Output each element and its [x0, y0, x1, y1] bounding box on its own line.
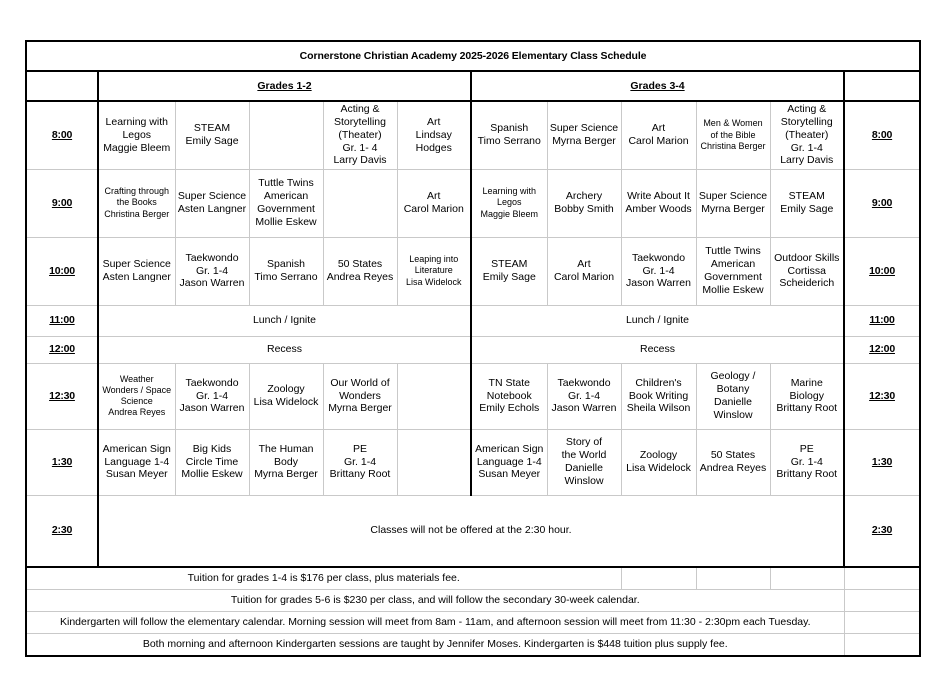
class-cell[interactable]: Super Science Asten Langner: [98, 237, 175, 305]
class-cell[interactable]: Art Lindsay Hodges: [397, 101, 471, 169]
note-filler: [844, 612, 920, 634]
class-cell[interactable]: Tuttle Twins American Government Mollie Eskew: [696, 237, 770, 305]
time-label-left-900: 9:00: [26, 169, 98, 237]
class-cell[interactable]: Weather Wonders / Space Science Andrea Reyes: [98, 363, 175, 429]
class-cell[interactable]: Acting & Storytelling (Theater) Gr. 1- 4 Larry Davis: [323, 101, 397, 169]
time-label-left-130: 1:30: [26, 429, 98, 495]
note-tuition-1-4: Tuition for grades 1-4 is $176 per class, plus materials fee.: [26, 567, 621, 590]
class-cell[interactable]: Zoology Lisa Widelock: [621, 429, 696, 495]
schedule-row-1230: [26, 363, 920, 429]
class-cell[interactable]: Super Science Myrna Berger: [696, 169, 770, 237]
note-filler: [844, 590, 920, 612]
schedule-row-1100: [26, 305, 920, 336]
note-kindergarten-teacher: Both morning and afternoon Kindergarten sessions are taught by Jennifer Moses. Kindergarten is $448 tuition plus supply fee.: [26, 634, 844, 657]
class-cell[interactable]: Taekwondo Gr. 1-4 Jason Warren: [175, 237, 249, 305]
schedule-row-1200: [26, 336, 920, 363]
class-cell[interactable]: Spanish Timo Serrano: [249, 237, 323, 305]
grades-3-4-header: Grades 3-4: [471, 71, 844, 101]
class-cell[interactable]: Crafting through the Books Christina Berger: [98, 169, 175, 237]
time-label-left-800: 8:00: [26, 101, 98, 169]
time-label-left-1000: 10:00: [26, 237, 98, 305]
lunch-block-right[interactable]: Lunch / Ignite: [471, 305, 844, 336]
note-row-3: [26, 612, 920, 634]
time-label-right-800: 8:00: [844, 101, 920, 169]
class-cell[interactable]: Our World of Wonders Myrna Berger: [323, 363, 397, 429]
time-label-left-1230: 12:30: [26, 363, 98, 429]
class-cell[interactable]: Art Carol Marion: [621, 101, 696, 169]
note-tuition-5-6: Tuition for grades 5-6 is $230 per class, and will follow the secondary 30-week calendar.: [26, 590, 844, 612]
time-label-right-1230: 12:30: [844, 363, 920, 429]
class-cell[interactable]: 50 States Andrea Reyes: [323, 237, 397, 305]
note-filler: [696, 567, 770, 590]
class-cell[interactable]: Super Science Myrna Berger: [547, 101, 621, 169]
class-cell[interactable]: STEAM Emily Sage: [471, 237, 547, 305]
class-cell[interactable]: Story of the World Danielle Winslow: [547, 429, 621, 495]
time-label-right-1000: 10:00: [844, 237, 920, 305]
time-label-right-130: 1:30: [844, 429, 920, 495]
note-row-2: [26, 590, 920, 612]
class-cell[interactable]: TN State Notebook Emily Echols: [471, 363, 547, 429]
note-filler: [844, 567, 920, 590]
class-cell[interactable]: Geology / Botany Danielle Winslow: [696, 363, 770, 429]
schedule-row-230: [26, 495, 920, 567]
class-cell[interactable]: Children's Book Writing Sheila Wilson: [621, 363, 696, 429]
note-filler: [844, 634, 920, 657]
class-cell[interactable]: [249, 101, 323, 169]
class-schedule-table: [25, 40, 921, 657]
schedule-row-1000: [26, 237, 920, 305]
class-cell[interactable]: [397, 429, 471, 495]
class-cell[interactable]: Art Carol Marion: [397, 169, 471, 237]
class-cell[interactable]: American Sign Language 1-4 Susan Meyer: [98, 429, 175, 495]
class-cell[interactable]: PE Gr. 1-4 Brittany Root: [770, 429, 844, 495]
class-cell[interactable]: Spanish Timo Serrano: [471, 101, 547, 169]
page-title: Cornerstone Christian Academy 2025-2026 Elementary Class Schedule: [26, 41, 920, 71]
class-cell[interactable]: Super Science Asten Langner: [175, 169, 249, 237]
note-kindergarten-calendar: Kindergarten will follow the elementary calendar. Morning session will meet from 8am - 11am, and afternoon session will meet from 11:30 - 2:30pm each Tuesday.: [26, 612, 844, 634]
schedule-row-800: [26, 101, 920, 169]
class-cell[interactable]: STEAM Emily Sage: [770, 169, 844, 237]
header-corner-right: [844, 71, 920, 101]
class-cell[interactable]: Art Carol Marion: [547, 237, 621, 305]
recess-block-left[interactable]: Recess: [98, 336, 471, 363]
recess-block-right[interactable]: Recess: [471, 336, 844, 363]
time-label-right-1200: 12:00: [844, 336, 920, 363]
time-label-right-900: 9:00: [844, 169, 920, 237]
time-label-left-230: 2:30: [26, 495, 98, 567]
note-row-4: [26, 634, 920, 657]
class-cell[interactable]: STEAM Emily Sage: [175, 101, 249, 169]
class-cell[interactable]: Archery Bobby Smith: [547, 169, 621, 237]
schedule-row-900: [26, 169, 920, 237]
note-filler: [621, 567, 696, 590]
class-cell[interactable]: Leaping into Literature Lisa Widelock: [397, 237, 471, 305]
time-label-left-1200: 12:00: [26, 336, 98, 363]
class-cell[interactable]: Taekwondo Gr. 1-4 Jason Warren: [547, 363, 621, 429]
time-label-left-1100: 11:00: [26, 305, 98, 336]
class-cell[interactable]: [397, 363, 471, 429]
class-cell[interactable]: Zoology Lisa Widelock: [249, 363, 323, 429]
class-cell[interactable]: [323, 169, 397, 237]
title-row: [26, 41, 920, 71]
class-cell[interactable]: Marine Biology Brittany Root: [770, 363, 844, 429]
lunch-block-left[interactable]: Lunch / Ignite: [98, 305, 471, 336]
class-cell[interactable]: 50 States Andrea Reyes: [696, 429, 770, 495]
schedule-row-130: [26, 429, 920, 495]
grade-header-row: [26, 71, 920, 101]
class-cell[interactable]: Learning with Legos Maggie Bleem: [471, 169, 547, 237]
class-cell[interactable]: Outdoor Skills Cortissa Scheiderich: [770, 237, 844, 305]
grades-1-2-header: Grades 1-2: [98, 71, 471, 101]
class-cell[interactable]: Taekwondo Gr. 1-4 Jason Warren: [621, 237, 696, 305]
time-label-right-1100: 11:00: [844, 305, 920, 336]
note-row-1: [26, 567, 920, 590]
class-cell[interactable]: Learning with Legos Maggie Bleem: [98, 101, 175, 169]
time-label-right-230: 2:30: [844, 495, 920, 567]
class-cell[interactable]: Write About It Amber Woods: [621, 169, 696, 237]
class-cell[interactable]: Men & Women of the Bible Christina Berger: [696, 101, 770, 169]
no-classes-notice: Classes will not be offered at the 2:30 hour.: [98, 495, 844, 567]
class-cell[interactable]: Acting & Storytelling (Theater) Gr. 1-4 Larry Davis: [770, 101, 844, 169]
class-cell[interactable]: Taekwondo Gr. 1-4 Jason Warren: [175, 363, 249, 429]
class-cell[interactable]: The Human Body Myrna Berger: [249, 429, 323, 495]
note-filler: [770, 567, 844, 590]
header-corner-left: [26, 71, 98, 101]
class-cell[interactable]: Tuttle Twins American Government Mollie Eskew: [249, 169, 323, 237]
class-cell[interactable]: PE Gr. 1-4 Brittany Root: [323, 429, 397, 495]
class-cell[interactable]: Big Kids Circle Time Mollie Eskew: [175, 429, 249, 495]
class-cell[interactable]: American Sign Language 1-4 Susan Meyer: [471, 429, 547, 495]
